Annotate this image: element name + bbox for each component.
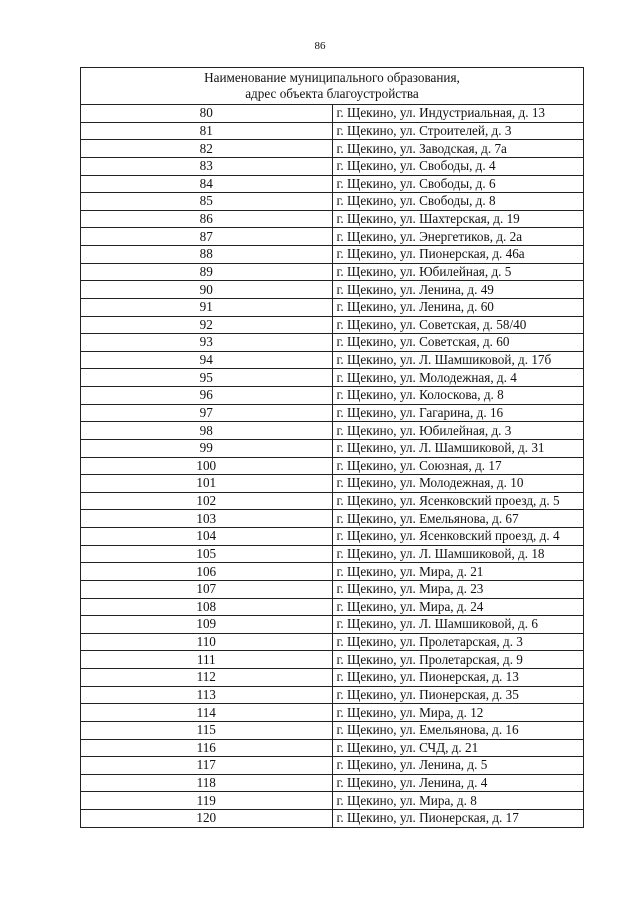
table-row (81, 669, 584, 687)
row-number: 100 (81, 457, 333, 475)
row-address: г. Щекино, ул. Л. Шамшиковой, д. 31 (332, 439, 584, 457)
row-number: 120 (81, 810, 333, 828)
row-number: 81 (81, 122, 333, 140)
row-number: 93 (81, 334, 333, 352)
table-row (81, 757, 584, 775)
table-row (81, 246, 584, 264)
row-address: г. Щекино, ул. Ясенковский проезд, д. 4 (332, 528, 584, 546)
table-row (81, 193, 584, 211)
row-address: г. Щекино, ул. Мира, д. 21 (332, 563, 584, 581)
row-address: г. Щекино, ул. Ленина, д. 5 (332, 757, 584, 775)
row-address: г. Щекино, ул. Гагарина, д. 16 (332, 404, 584, 422)
row-number: 92 (81, 316, 333, 334)
header-title-line2: адрес объекта благоустройства (245, 86, 419, 101)
row-number: 96 (81, 387, 333, 405)
row-address: г. Щекино, ул. Свободы, д. 6 (332, 175, 584, 193)
row-number: 98 (81, 422, 333, 440)
row-number: 108 (81, 598, 333, 616)
page-number: 86 (314, 40, 326, 52)
row-number: 87 (81, 228, 333, 246)
table-row (81, 598, 584, 616)
row-address: г. Щекино, ул. Пролетарская, д. 9 (332, 651, 584, 669)
row-address: г. Щекино, ул. Пионерская, д. 13 (332, 669, 584, 687)
table-row (81, 721, 584, 739)
row-number: 116 (81, 739, 333, 757)
table-header (81, 68, 584, 105)
table-row (81, 580, 584, 598)
row-number: 103 (81, 510, 333, 528)
row-address: г. Щекино, ул. Молодежная, д. 4 (332, 369, 584, 387)
row-number: 82 (81, 140, 333, 158)
row-number: 95 (81, 369, 333, 387)
table-row (81, 457, 584, 475)
row-number: 118 (81, 774, 333, 792)
table-row (81, 633, 584, 651)
table-row (81, 175, 584, 193)
row-address: г. Щекино, ул. Ленина, д. 60 (332, 298, 584, 316)
table-row (81, 404, 584, 422)
table-row (81, 439, 584, 457)
row-address: г. Щекино, ул. Заводская, д. 7а (332, 140, 584, 158)
table-row (81, 210, 584, 228)
table-row (81, 510, 584, 528)
table-row (81, 686, 584, 704)
row-address: г. Щекино, ул. СЧД, д. 21 (332, 739, 584, 757)
header-title-line1: Наименование муниципального образования, (204, 70, 460, 85)
table-row (81, 651, 584, 669)
table-row (81, 528, 584, 546)
row-number: 104 (81, 528, 333, 546)
table-row (81, 704, 584, 722)
row-address: г. Щекино, ул. Емельянова, д. 67 (332, 510, 584, 528)
row-address: г. Щекино, ул. Мира, д. 24 (332, 598, 584, 616)
row-address: г. Щекино, ул. Пионерская, д. 17 (332, 810, 584, 828)
row-address: г. Щекино, ул. Пролетарская, д. 3 (332, 633, 584, 651)
row-number: 94 (81, 351, 333, 369)
row-number: 110 (81, 633, 333, 651)
row-address: г. Щекино, ул. Колоскова, д. 8 (332, 387, 584, 405)
table-row (81, 122, 584, 140)
row-address: г. Щекино, ул. Ленина, д. 49 (332, 281, 584, 299)
row-number: 99 (81, 439, 333, 457)
row-number: 114 (81, 704, 333, 722)
row-address: г. Щекино, ул. Л. Шамшиковой, д. 18 (332, 545, 584, 563)
row-address: г. Щекино, ул. Строителей, д. 3 (332, 122, 584, 140)
row-number: 112 (81, 669, 333, 687)
row-address: г. Щекино, ул. Мира, д. 8 (332, 792, 584, 810)
table-row (81, 105, 584, 123)
row-address: г. Щекино, ул. Пионерская, д. 46а (332, 246, 584, 264)
table-row (81, 140, 584, 158)
table-row (81, 475, 584, 493)
row-address: г. Щекино, ул. Свободы, д. 8 (332, 193, 584, 211)
table-row (81, 774, 584, 792)
table-row (81, 369, 584, 387)
row-number: 117 (81, 757, 333, 775)
table-row (81, 334, 584, 352)
row-number: 88 (81, 246, 333, 264)
row-number: 106 (81, 563, 333, 581)
table-row (81, 263, 584, 281)
row-address: г. Щекино, ул. Ясенковский проезд, д. 5 (332, 492, 584, 510)
row-number: 86 (81, 210, 333, 228)
row-address: г. Щекино, ул. Шахтерская, д. 19 (332, 210, 584, 228)
table-row (81, 545, 584, 563)
row-address: г. Щекино, ул. Л. Шамшиковой, д. 17б (332, 351, 584, 369)
row-address: г. Щекино, ул. Энергетиков, д. 2а (332, 228, 584, 246)
table-row (81, 422, 584, 440)
row-number: 113 (81, 686, 333, 704)
row-number: 97 (81, 404, 333, 422)
table-row (81, 792, 584, 810)
row-number: 90 (81, 281, 333, 299)
row-address: г. Щекино, ул. Л. Шамшиковой, д. 6 (332, 616, 584, 634)
row-number: 83 (81, 157, 333, 175)
row-number: 115 (81, 721, 333, 739)
table-row (81, 739, 584, 757)
table-body (81, 105, 584, 828)
row-number: 101 (81, 475, 333, 493)
row-address: г. Щекино, ул. Пионерская, д. 35 (332, 686, 584, 704)
row-number: 105 (81, 545, 333, 563)
row-address: г. Щекино, ул. Союзная, д. 17 (332, 457, 584, 475)
header-cell (81, 68, 584, 105)
row-address: г. Щекино, ул. Ленина, д. 4 (332, 774, 584, 792)
row-number: 109 (81, 616, 333, 634)
row-number: 102 (81, 492, 333, 510)
row-address: г. Щекино, ул. Емельянова, д. 16 (332, 721, 584, 739)
row-address: г. Щекино, ул. Советская, д. 60 (332, 334, 584, 352)
row-number: 85 (81, 193, 333, 211)
row-address: г. Щекино, ул. Свободы, д. 4 (332, 157, 584, 175)
row-address: г. Щекино, ул. Индустриальная, д. 13 (332, 105, 584, 123)
row-number: 91 (81, 298, 333, 316)
table-row (81, 281, 584, 299)
table-header-row (81, 68, 584, 105)
table-row (81, 563, 584, 581)
table-row (81, 228, 584, 246)
row-address: г. Щекино, ул. Молодежная, д. 10 (332, 475, 584, 493)
table-row (81, 810, 584, 828)
table-row (81, 387, 584, 405)
row-number: 107 (81, 580, 333, 598)
row-address: г. Щекино, ул. Юбилейная, д. 3 (332, 422, 584, 440)
row-address: г. Щекино, ул. Юбилейная, д. 5 (332, 263, 584, 281)
address-table (80, 67, 584, 828)
row-number: 89 (81, 263, 333, 281)
row-number: 80 (81, 105, 333, 123)
row-number: 111 (81, 651, 333, 669)
table-row (81, 616, 584, 634)
table-row (81, 157, 584, 175)
row-address: г. Щекино, ул. Мира, д. 23 (332, 580, 584, 598)
row-number: 84 (81, 175, 333, 193)
table-row (81, 492, 584, 510)
row-number: 119 (81, 792, 333, 810)
table-row (81, 351, 584, 369)
row-address: г. Щекино, ул. Мира, д. 12 (332, 704, 584, 722)
table-row (81, 316, 584, 334)
table-row (81, 298, 584, 316)
row-address: г. Щекино, ул. Советская, д. 58/40 (332, 316, 584, 334)
